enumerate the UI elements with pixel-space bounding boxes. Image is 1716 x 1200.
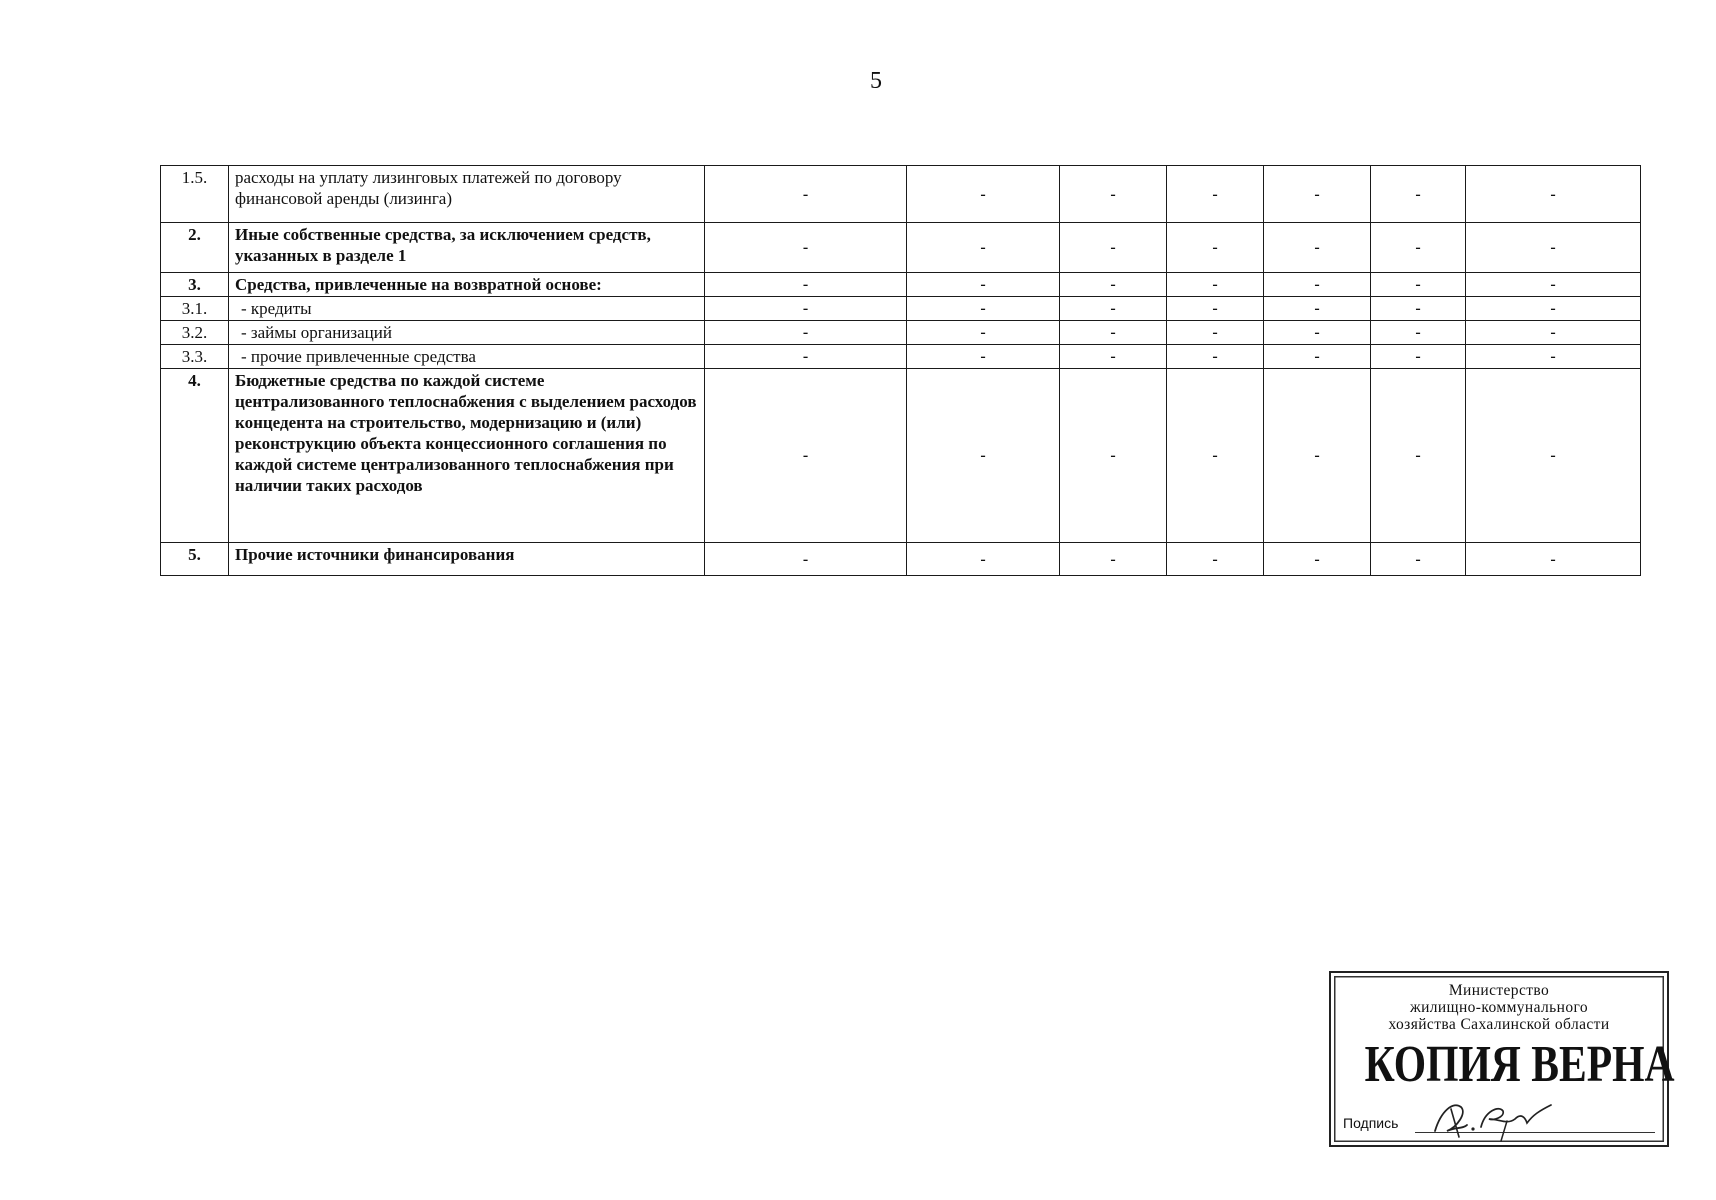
row-label: - прочие привлеченные средства — [229, 345, 705, 369]
table-row — [161, 166, 1641, 223]
table-row — [161, 297, 1641, 321]
table-row — [161, 223, 1641, 273]
row-value: - — [1264, 273, 1371, 297]
row-value: - — [1167, 369, 1264, 543]
row-value: - — [705, 223, 907, 273]
row-value: - — [1060, 297, 1167, 321]
row-value: - — [705, 321, 907, 345]
row-value: - — [1060, 273, 1167, 297]
row-value: - — [1167, 273, 1264, 297]
row-value: - — [907, 166, 1060, 223]
row-label: Бюджетные средства по каждой системе централизованного теплоснабжения с выделением расходов концедента на строительство, модернизацию и (или) реконструкцию объекта концессионного соглашения по каждой системе централизованного теплоснабжения при наличии таких расходов — [229, 369, 705, 543]
row-value: - — [1264, 321, 1371, 345]
row-value: - — [1264, 223, 1371, 273]
row-value: - — [1060, 543, 1167, 576]
row-value: - — [1466, 166, 1641, 223]
row-value: - — [1167, 543, 1264, 576]
row-value: - — [705, 345, 907, 369]
row-value: - — [907, 273, 1060, 297]
stamp-organization — [1331, 982, 1667, 1033]
row-value: - — [1466, 273, 1641, 297]
row-value: - — [1167, 223, 1264, 273]
row-value: - — [1371, 321, 1466, 345]
row-value: - — [1167, 297, 1264, 321]
row-number: 4. — [161, 369, 229, 543]
table-row — [161, 369, 1641, 543]
financing-table — [160, 165, 1641, 576]
row-value: - — [907, 223, 1060, 273]
row-value: - — [1167, 345, 1264, 369]
row-value: - — [1060, 321, 1167, 345]
row-label: - займы организаций — [229, 321, 705, 345]
stamp-signature-row — [1343, 1105, 1659, 1137]
row-value: - — [1167, 321, 1264, 345]
row-value: - — [1371, 345, 1466, 369]
row-value: - — [1371, 543, 1466, 576]
row-label: Иные собственные средства, за исключением средств, указанных в разделе 1 — [229, 223, 705, 273]
row-label: - кредиты — [229, 297, 705, 321]
stamp-org-line: жилищно-коммунального — [1409, 999, 1589, 1016]
row-number: 3.2. — [161, 321, 229, 345]
row-number: 5. — [161, 543, 229, 576]
row-number: 2. — [161, 223, 229, 273]
row-value: - — [1264, 297, 1371, 321]
row-value: - — [1060, 345, 1167, 369]
row-value: - — [907, 345, 1060, 369]
row-value: - — [1060, 166, 1167, 223]
row-value: - — [1264, 166, 1371, 223]
row-value: - — [1371, 297, 1466, 321]
row-value: - — [1466, 345, 1641, 369]
row-value: - — [907, 321, 1060, 345]
row-number: 3. — [161, 273, 229, 297]
row-value: - — [1264, 543, 1371, 576]
row-value: - — [1466, 297, 1641, 321]
table-row — [161, 345, 1641, 369]
row-label: Средства, привлеченные на возвратной основе: — [229, 273, 705, 297]
row-value: - — [1466, 543, 1641, 576]
row-value: - — [705, 166, 907, 223]
certification-stamp — [1329, 971, 1675, 1147]
row-label: Прочие источники финансирования — [229, 543, 705, 576]
row-value: - — [1264, 345, 1371, 369]
row-value: - — [907, 297, 1060, 321]
signature-label: Подпись — [1343, 1115, 1399, 1131]
table-row — [161, 321, 1641, 345]
handwritten-signature-icon — [1429, 1097, 1559, 1143]
table-row — [161, 543, 1641, 576]
table-row — [161, 273, 1641, 297]
stamp-org-line: Министерство — [1448, 982, 1550, 999]
row-value: - — [1371, 369, 1466, 543]
row-number: 3.1. — [161, 297, 229, 321]
row-label: расходы на уплату лизинговых платежей по договору финансовой аренды (лизинга) — [229, 166, 705, 223]
row-value: - — [1371, 166, 1466, 223]
row-value: - — [907, 543, 1060, 576]
row-number: 3.3. — [161, 345, 229, 369]
row-value: - — [1466, 369, 1641, 543]
row-value: - — [1371, 223, 1466, 273]
page-number: 5 — [870, 68, 882, 94]
row-value: - — [1371, 273, 1466, 297]
row-value: - — [1167, 166, 1264, 223]
row-value: - — [705, 297, 907, 321]
stamp-org-line: хозяйства Сахалинской области — [1388, 1016, 1610, 1033]
row-value: - — [1466, 223, 1641, 273]
row-value: - — [705, 369, 907, 543]
row-value: - — [1466, 321, 1641, 345]
row-value: - — [1264, 369, 1371, 543]
row-value: - — [907, 369, 1060, 543]
row-value: - — [705, 273, 907, 297]
row-value: - — [1060, 369, 1167, 543]
row-number: 1.5. — [161, 166, 229, 223]
row-value: - — [1060, 223, 1167, 273]
stamp-title: КОПИЯ ВЕРНА — [1364, 1036, 1675, 1093]
row-value: - — [705, 543, 907, 576]
